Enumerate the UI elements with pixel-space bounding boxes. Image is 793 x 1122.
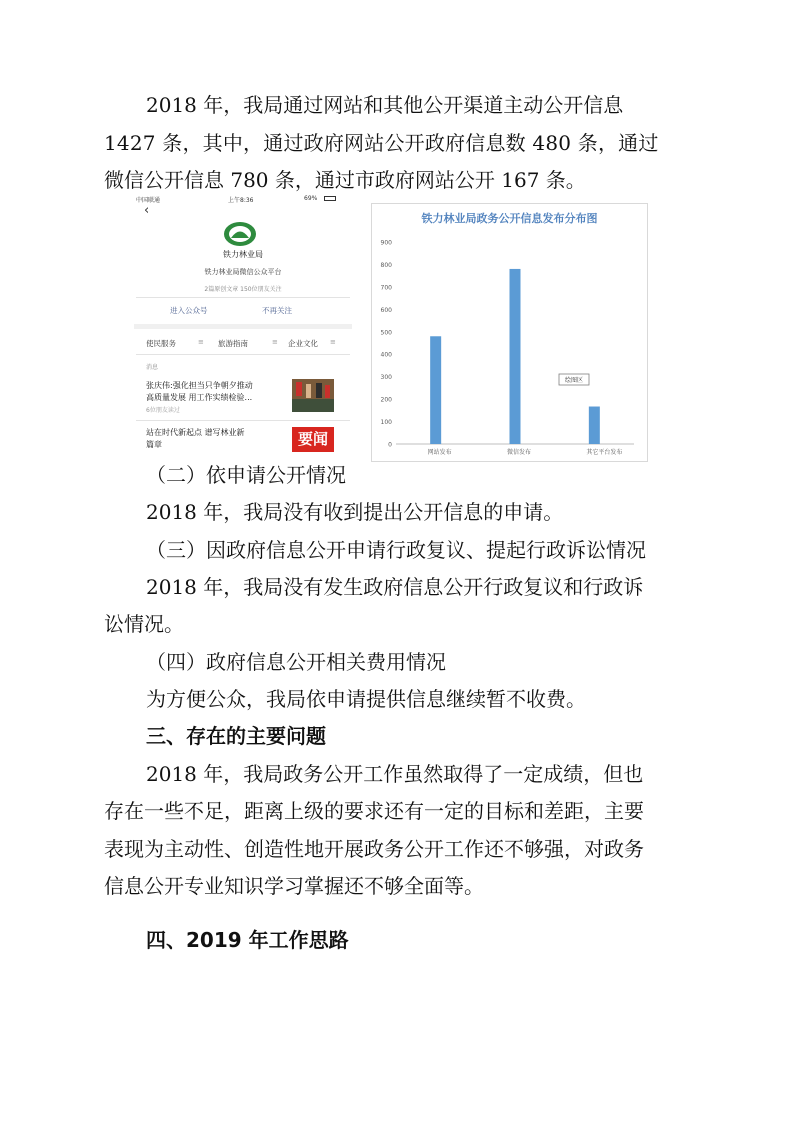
section-3-heading: （三）因政府信息公开申请行政复议、提起行政诉讼情况: [146, 538, 646, 562]
article-2-title-line-1[interactable]: 站在时代新起点 谱写林业新: [146, 428, 245, 437]
chapter-3-body-line-2: 存在一些不足，距离上级的要求还有一定的目标和差距，主要: [104, 799, 644, 823]
chart-plot: [372, 204, 647, 461]
wechat-account-screenshot: [134, 194, 352, 452]
messages-section-label: 消息: [146, 364, 159, 371]
y-tick-label: 600: [380, 306, 392, 314]
y-tick-label: 300: [380, 374, 392, 382]
chapter-3-body-line-4: 信息公开专业知识学习掌握还不够全面等。: [104, 874, 484, 898]
y-tick-label: 200: [380, 396, 392, 404]
unfollow-button[interactable]: 不再关注: [262, 306, 292, 315]
menu-dots-icon: ≡: [272, 338, 278, 346]
status-time: 上午8:36: [228, 197, 254, 204]
y-tick-label: 900: [380, 239, 392, 247]
y-tick-label: 0: [388, 441, 392, 449]
enter-account-button[interactable]: 进入公众号: [170, 306, 208, 315]
plot-area-tooltip: 绘图区: [564, 377, 584, 384]
account-logo-icon: [223, 221, 257, 247]
y-tick-label: 800: [380, 261, 392, 269]
x-category-label: 其它平台发布: [586, 449, 623, 456]
account-name: 铁力林业局: [223, 250, 263, 259]
chapter-3-body-line-3: 表现为主动性、创造性地开展政务公开工作还不够强，对政务: [104, 837, 644, 861]
bar-1: [430, 336, 441, 444]
section-2-heading: （二）依申请公开情况: [146, 463, 346, 487]
x-category-label: 网站发布: [427, 449, 452, 456]
menu-item-travel[interactable]: 旅游指南: [218, 339, 248, 348]
menu-dots-icon: ≡: [198, 338, 204, 346]
x-category-label: 微信发布: [507, 449, 532, 456]
menu-item-culture[interactable]: 企业文化: [288, 339, 318, 348]
battery-icon: [324, 196, 336, 201]
article-1-thumbnail[interactable]: [292, 379, 334, 412]
article-1-meta: 6位朋友读过: [146, 407, 180, 414]
divider: [136, 354, 350, 355]
divider: [136, 420, 350, 421]
article-2-thumbnail-label: 要闻: [297, 430, 328, 448]
y-tick-label: 500: [380, 329, 392, 337]
account-stats: 2篇原创文章 150位朋友关注: [204, 286, 282, 293]
battery-label: 69%: [304, 195, 318, 202]
intro-line-1: 2018 年，我局通过网站和其他公开渠道主动公开信息: [146, 93, 624, 117]
section-3-body-line-2: 讼情况。: [104, 612, 184, 636]
bar-2: [510, 269, 521, 444]
intro-line-3: 微信公开信息 780 条，通过市政府网站公开 167 条。: [104, 168, 586, 192]
menu-item-service[interactable]: 使民服务: [146, 339, 176, 348]
divider: [136, 297, 350, 298]
chapter-3-body-line-1: 2018 年，我局政务公开工作虽然取得了一定成绩，但也: [146, 762, 644, 786]
section-4-body: 为方便公众，我局依申请提供信息继续暂不收费。: [146, 687, 586, 711]
bar-3: [589, 407, 600, 444]
divider: [134, 324, 352, 329]
account-description: 铁力林业局微信公众平台: [204, 268, 282, 276]
y-tick-label: 100: [380, 419, 392, 427]
article-2-title-line-2[interactable]: 篇章: [146, 440, 162, 449]
section-2-body: 2018 年，我局没有收到提出公开信息的申请。: [146, 500, 564, 524]
section-3-body-line-1: 2018 年，我局没有发生政府信息公开行政复议和行政诉: [146, 575, 644, 599]
article-1-title-line-1[interactable]: 张庆伟:强化担当只争朝夕推动: [146, 381, 253, 390]
chapter-4-heading: 四、2019 年工作思路: [146, 928, 349, 952]
intro-line-2: 1427 条，其中，通过政府网站公开政府信息数 480 条，通过: [104, 131, 659, 155]
status-bar: [134, 194, 352, 204]
y-tick-label: 700: [380, 284, 392, 292]
y-tick-label: 400: [380, 351, 392, 359]
article-2-thumbnail[interactable]: [292, 427, 334, 452]
article-1-title-line-2[interactable]: 高质量发展 用工作实绩检验...: [146, 393, 253, 402]
chart-title: 铁力林业局政务公开信息发布分布图: [421, 212, 598, 225]
chapter-3-heading: 三、存在的主要问题: [146, 724, 326, 748]
publication-distribution-chart: [371, 203, 648, 462]
back-icon[interactable]: ‹: [144, 203, 150, 218]
carrier-label: 中国联通: [136, 197, 161, 204]
menu-dots-icon: ≡: [330, 338, 336, 346]
section-4-heading: （四）政府信息公开相关费用情况: [146, 650, 446, 674]
